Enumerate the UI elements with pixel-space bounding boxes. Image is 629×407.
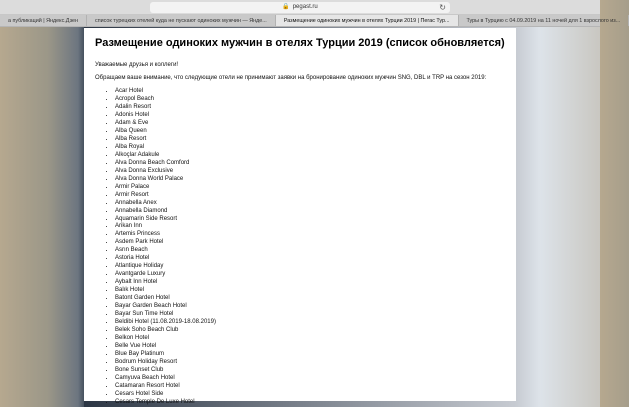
greeting-text: Уважаемые друзья и коллеги! (95, 62, 179, 68)
hotel-list-item: • Bayar Garden Beach Hotel (115, 303, 505, 311)
hotel-list-item: • Armir Palace (115, 184, 505, 192)
hotel-list-item: • Batont Garden Hotel (115, 295, 505, 303)
hotel-list-item: • Alba Royal (115, 144, 505, 152)
tab-bar (0, 15, 621, 27)
hotel-list-item: • Adalin Resort (115, 104, 505, 112)
hotel-list-item: • Alba Queen (115, 128, 505, 136)
hotel-list-item: • Asdem Park Hotel (115, 239, 505, 247)
browser-tab[interactable]: а публикаций | Яндекс.Дзен (0, 15, 87, 26)
hotel-list-item: • Cesars Temple De Luxe Hotel (115, 399, 505, 407)
hotel-list-item: • Camyuva Beach Hotel (115, 375, 505, 383)
hotel-list-item: • Annabella Diamond (115, 208, 505, 216)
page-content (84, 28, 516, 405)
hotel-list-item: • Asrın Beach (115, 247, 505, 255)
hotel-list-item: • Alva Donna Beach Comford (115, 160, 505, 168)
hotel-list-item: • Adam & Eve (115, 120, 505, 128)
address-url: pegast.ru (292, 4, 318, 10)
page-title: Размещение одиноких мужчин в отелях Турции 2019 (список обновляется) (95, 37, 505, 49)
hotel-list-item: • Beldibi Hotel (11.08.2019-18.08.2019) (115, 319, 505, 327)
hotel-list-item: • Alkoçlar Adakule (115, 152, 505, 160)
hotel-list-item: • Aquamarin Side Resort (115, 216, 505, 224)
browser-toolbar (0, 0, 600, 15)
browser-tab[interactable]: Туры в Турцию с 04.09.2019 на 11 ночей для 1 взрослого из... (459, 15, 629, 26)
hotel-list-item: • Arikan Inn (115, 223, 505, 231)
hotel-list-item: • Astoria Hotel (115, 255, 505, 263)
browser-tab[interactable]: список турецких отелей куда не пускают одиноких мужчин — Янде... (87, 15, 276, 26)
hotel-list-item: • Adonis Hotel (115, 112, 505, 120)
hotel-list-item: • Acar Hotel (115, 88, 505, 96)
hotel-list-item: • Bodrum Holiday Resort (115, 359, 505, 367)
hotel-list (95, 88, 505, 407)
reload-icon[interactable]: ↻ (439, 3, 446, 12)
hotel-list-item: • Bone Sunset Club (115, 367, 505, 375)
hotel-list-item: • Balık Hotel (115, 287, 505, 295)
hotel-list-item: • Aybalt Inn Hotel (115, 279, 505, 287)
hotel-list-item: • Armir Resort (115, 192, 505, 200)
hotel-list-item: • Atlantique Holiday (115, 263, 505, 271)
hotel-list-item: • Annabella Anex (115, 200, 505, 208)
hotel-list-item: • Alba Resort (115, 136, 505, 144)
hotel-list-item: • Catamaran Resort Hotel (115, 383, 505, 391)
hotel-list-item: • Belek Soho Beach Club (115, 327, 505, 335)
hotel-list-item: • Belkon Hotel (115, 335, 505, 343)
intro-text: Обращаем ваше внимание, что следующие отели не принимают заявки на бронирование одиноких мужчин SNG, DBL и TRP на сезон 2019: (95, 75, 487, 81)
hotel-list-item: • Alva Donna World Palace (115, 176, 505, 184)
hotel-list-item: • Bayar Sun Time Hotel (115, 311, 505, 319)
hotel-list-item: • Cesars Hotel Side (115, 391, 505, 399)
address-bar[interactable] (150, 2, 450, 13)
hotel-list-item: • Acropol Beach (115, 96, 505, 104)
hotel-list-item: • Alva Donna Exclusive (115, 168, 505, 176)
hotel-list-item: • Blue Bay Platinum (115, 351, 505, 359)
hotel-list-item: • Belle Vue Hotel (115, 343, 505, 351)
hotel-list-item: • Avantgarde Luxury (115, 271, 505, 279)
lock-icon: 🔒 (282, 4, 290, 10)
hotel-list-item: • Artemis Princess (115, 231, 505, 239)
browser-tab[interactable]: Размещение одиноких мужчин в отелях Турции 2019 | Пегас Тур... (276, 15, 459, 26)
